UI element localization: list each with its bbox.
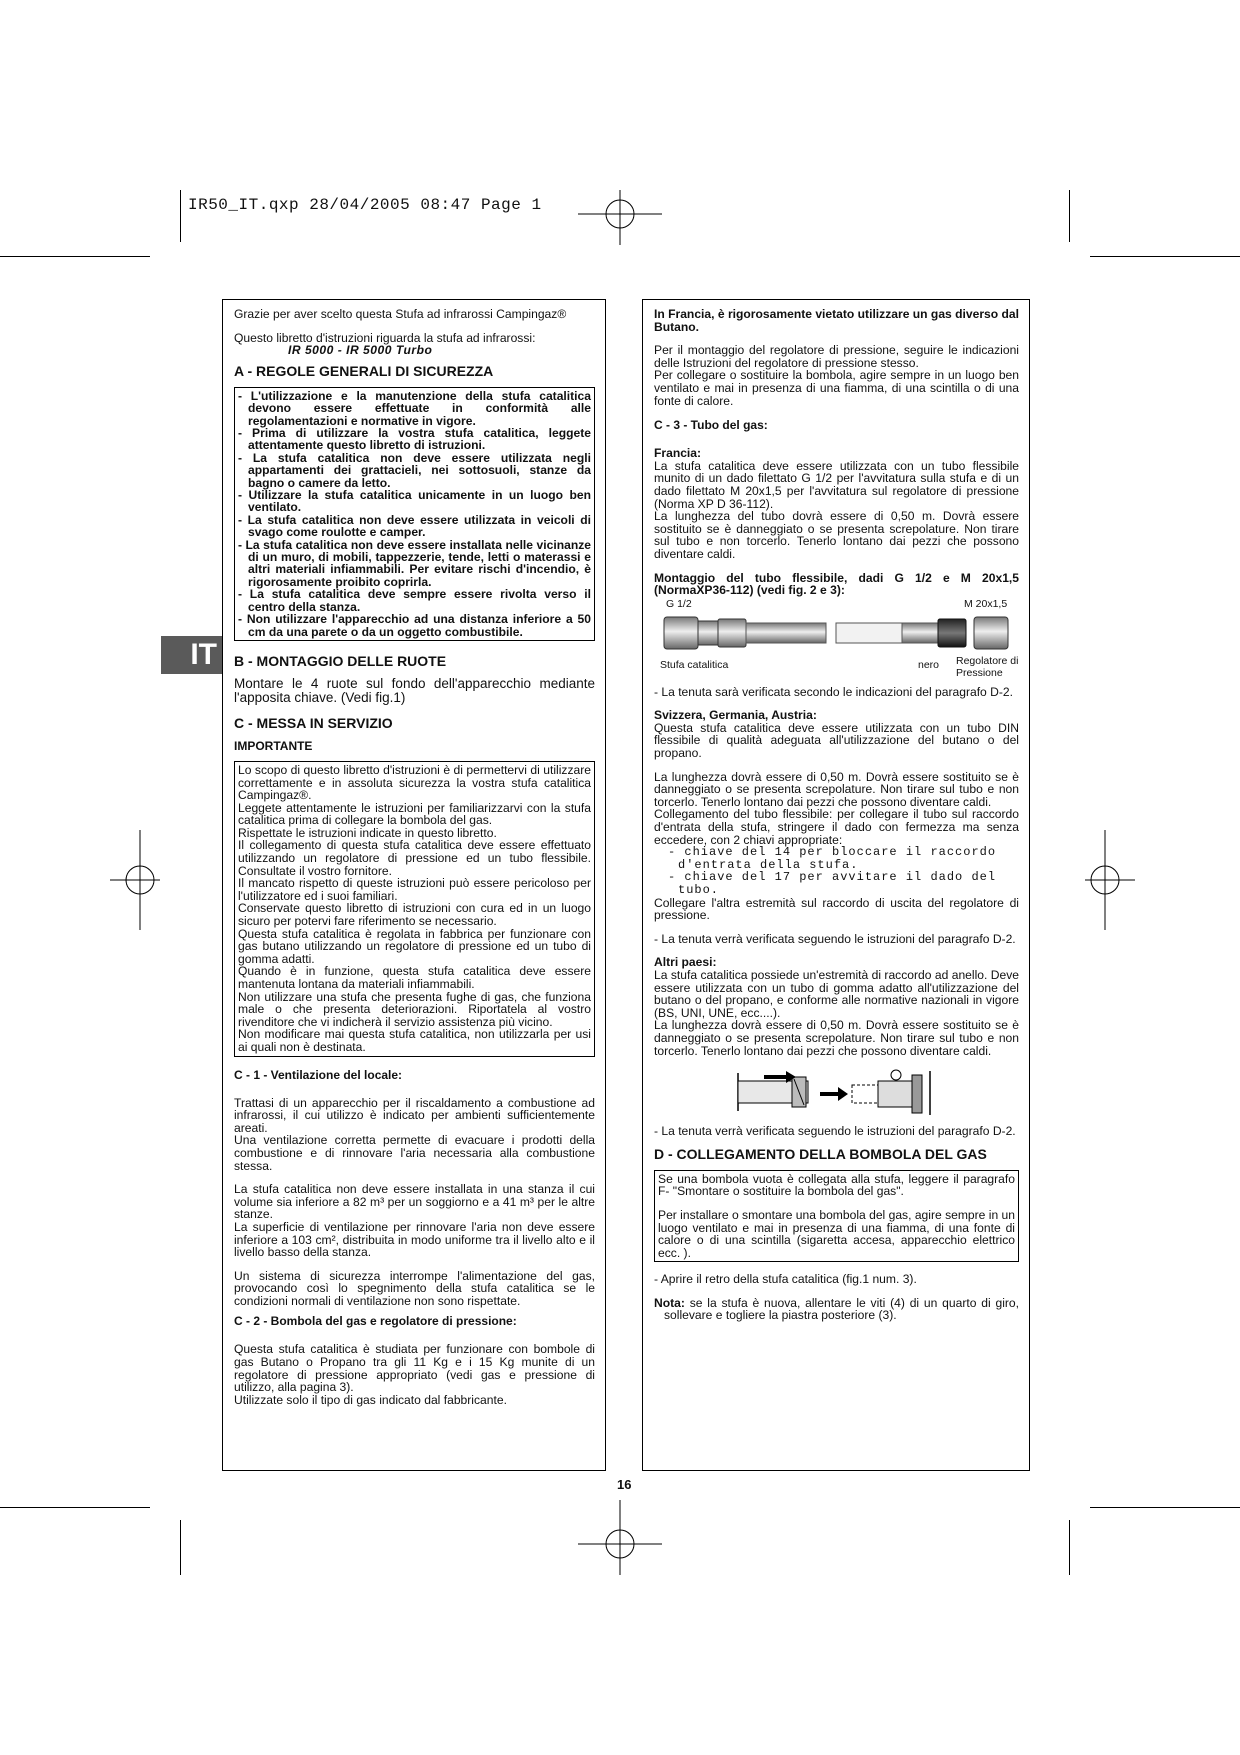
section-b-title: B - MONTAGGIO DELLE RUOTE [234, 652, 447, 669]
regulator-paragraph: Per collegare o sostituire la bombola, agire sempre in un luogo ben ventilato e mai in presenza di una fiamma, di una scintilla o di una fonte di calore. [654, 368, 1019, 408]
registration-mark-top [570, 190, 670, 250]
francia-paragraph: La lunghezza del tubo dovrà essere di 0,50 m. Dovrà essere sostituito se è danneggiato o se presenta screpolature. Non tirare sul tubo e non torcerlo. Tenerlo lontano dai pezzi che possono diventare caldi. [654, 509, 1019, 561]
intro-text: Grazie per aver scelto questa Stufa ad infrarossi Campingaz® [234, 307, 567, 321]
crop-mark [1090, 256, 1240, 257]
crop-mark [180, 190, 181, 242]
nota-paragraph [654, 1297, 1019, 1322]
label-m20: M 20x1,5 [964, 597, 1008, 610]
francia-paragraph: La stufa catalitica deve essere utilizzata con un tubo flessibile munito di un dado filettato G 1/2 per l'avvitatura sulla stufa e di un dado filettato M 20x1,5 per l'avvitatura sul regolatore di pressione (Norma XP D 36-112). [654, 458, 1019, 511]
france-warning: In Francia, è rigorosamente vietato utilizzare un gas diverso dal Butano. [654, 307, 1019, 334]
svizzera-title: Svizzera, Germania, Austria: [654, 708, 817, 723]
svizzera-paragraph: Questa stufa catalitica deve essere utilizzata con un tubo DIN flessibile di qualità adeguata all'utilizzazione del butano o del propano. [654, 720, 1019, 761]
important-line: Non utilizzare una stufa che presenta fughe di gas, che funziona male o che presenta deteriorazioni. Riportatela al vostro rivenditore che vi indicherà il servizio assistenza più vicino. [238, 989, 591, 1029]
assembly-title: Montaggio del tubo flessibile, dadi G 1/2 e M 20x1,5 (NormaXP36-112) (vedi fig. 2 e 3): [654, 570, 1019, 598]
section-c-title: C - MESSA IN SERVIZIO [234, 714, 393, 731]
label-g12: G 1/2 [666, 597, 692, 610]
crop-mark [1069, 190, 1070, 242]
crop-mark [1069, 1520, 1070, 1575]
safety-rules-box [234, 387, 595, 641]
section-d-title: D - COLLEGAMENTO DELLA BOMBOLA DEL GAS [654, 1145, 987, 1162]
c1-paragraph: La superficie di ventilazione per rinnovare l'aria non deve essere inferiore a 103 cm², distribuita in modo uniforme tra il livello alto e il livello basso della stanza. [234, 1219, 595, 1260]
important-line: Leggete attentamente le istruzioni per familiarizzarvi con la stufa catalitica prima di collegare la bombola del gas. [238, 800, 591, 828]
nota-label: Nota: [654, 1295, 685, 1310]
registration-mark-bottom [570, 1500, 670, 1575]
important-line: Non modificare mai questa stufa catalitica, non utilizzarla per usi ai quali non è destinata. [238, 1027, 591, 1054]
crop-mark [1090, 1507, 1240, 1508]
intro-models-label: Questo libretto d'istruzioni riguarda la stufa ad infrarossi: [234, 330, 536, 345]
c2-paragraph: Utilizzate solo il tipo di gas indicato dal fabbricante. [234, 1392, 507, 1407]
right-column [642, 299, 1030, 1471]
section-a-title: A - REGOLE GENERALI DI SICUREZZA [234, 362, 494, 379]
registration-mark-right [1085, 830, 1135, 930]
section-b-text: Montare le 4 ruote sul fondo dell'apparecchio mediante l'apposita chiave. (Vedi fig.1) [234, 675, 595, 705]
rule-item: - Utilizzare la stufa catalitica unicamente in un luogo ben ventilato. [238, 488, 591, 515]
left-column [222, 299, 606, 1471]
important-heading: IMPORTANTE [234, 738, 313, 753]
important-line: Conservate questo libretto di istruzioni con cura ed in un luogo sicuro per potervi fare riferimento se necessario. [238, 901, 591, 929]
tenuta-note: - La tenuta sarà verificata secondo le indicazioni del paragrafo D-2. [654, 684, 1013, 699]
important-line: Questa stufa catalitica è regolata in fabbrica per funzionare con gas butano utilizzando un regolatore di pressione ed un tubo di gomma adatti. [238, 926, 591, 966]
c2-title: C - 2 - Bombola del gas e regolatore di pressione: [234, 1314, 517, 1329]
important-line: Il mancato rispetto di queste istruzioni può essere pericoloso per l'utilizzatore ed i suoi familiari. [238, 876, 591, 903]
label-pressione: Pressione [956, 666, 1003, 679]
c1-paragraph: La stufa catalitica non deve essere installata in una stanza il cui volume sia inferiore a 82 m³ per un soggiorno e a 41 m³ per le altre stanze. [234, 1182, 595, 1222]
key-instruction: - chiave del 17 per avvitare il dado del tubo. [668, 870, 997, 897]
rule-item: - Prima di utilizzare la vostra stufa catalitica, leggete attentamente questo libretto di istruzioni. [238, 426, 591, 453]
d-instruction: - Aprire il retro della stufa catalitica (fig.1 num. 3). [654, 1272, 917, 1287]
tenuta-note: - La tenuta verrà verificata seguendo le istruzioni del paragrafo D-2. [654, 931, 1016, 946]
d-box-paragraph: Se una bombola vuota è collegata alla stufa, leggere il paragrafo F- "Smontare o sostituire la bombola del gas". [658, 1171, 1015, 1199]
c1-title: C - 1 - Ventilazione del locale: [234, 1067, 403, 1082]
svizzera-paragraph: Collegare l'altra estremità sul raccordo di uscita del regolatore di pressione. [654, 895, 1019, 923]
rule-item: - La stufa catalitica non deve essere utilizzata negli appartamenti dei grattacieli, nei sottosuoli, stanze da bagno o camere da letto. [238, 450, 591, 490]
important-line: Il collegamento di questa stufa catalitica deve essere effettuato utilizzando un regolatore di pressione ed un tubo flessibile. Consultate il vostro fornitore. [238, 838, 591, 878]
regulator-paragraph: Per il montaggio del regolatore di pressione, seguire le indicazioni delle Istruzioni del regolatore di pressione stesso. [654, 343, 1019, 370]
d-box-paragraph: Per installare o smontare una bombola del gas, agire sempre in un luogo ventilato e mai in presenza di una fiamma, di una fonte di calore o di una scintilla (sigaretta accesa, apparecchio elettrico ecc. ). [658, 1207, 1015, 1260]
svizzera-paragraph: Collegamento del tubo flessibile: per collegare il tubo sul raccordo d'entrata della stufa, stringere il dado con fermezza ma senza eccedere, con 2 chiavi appropriate: [654, 807, 1019, 847]
rule-item: - La stufa catalitica non deve essere utilizzata in veicoli di svago come roulotte e camper. [238, 512, 591, 540]
altri-paragraph: La lunghezza dovrà essere di 0,50 m. Dovrà essere sostituito se è danneggiato o se presenta screpolature. Non tirare sul tubo e non torcerlo. Tenerlo lontano dai pezzi che possono diventare caldi. [654, 1018, 1019, 1058]
important-box [234, 761, 595, 1057]
rule-item: - La stufa catalitica non deve essere installata nelle vicinanze di un muro, di mobili, tappezzerie, tende, letti o materassi e altri materiali infiammabili. Per evitare rischi d'incendio, è rigorosamente proibito coprirla. [238, 537, 591, 589]
rule-item: - L'utilizzazione e la manutenzione della stufa catalitica devono essere effettuate in conformità alle regolamentazioni e normative in vigore. [238, 388, 591, 428]
rule-item: - Non utilizzare l'apparecchio ad una distanza inferiore a 50 cm da una parete o da un oggetto combustibile. [238, 612, 591, 639]
crop-mark [0, 256, 150, 257]
rule-item: - La stufa catalitica deve sempre essere rivolta verso il centro della stanza. [238, 587, 591, 614]
language-tab: IT [161, 636, 223, 674]
key-instruction: - chiave del 14 per bloccare il raccordo d'entrata della stufa. [668, 845, 997, 872]
c1-paragraph: Una ventilazione corretta permette di evacuare i prodotti della combustione e di rinnovare l'aria necessaria alla combustione stessa. [234, 1133, 595, 1173]
crop-mark [0, 1507, 150, 1508]
important-line: Rispettate le istruzioni indicate in questo libretto. [238, 825, 497, 840]
file-slug: IR50_IT.qxp 28/04/2005 08:47 Page 1 [188, 196, 542, 214]
francia-title: Francia: [654, 446, 702, 461]
model-names: IR 5000 - IR 5000 Turbo [288, 343, 433, 358]
important-line: Quando è in funzione, questa stufa catalitica deve essere mantenuta lontana da materiali infiammabili. [238, 964, 591, 991]
c1-paragraph: Trattasi di un apparecchio per il riscaldamento a combustione ad infrarossi, il cui utilizzo è indicato per ambienti sufficientemente areati. [234, 1095, 595, 1135]
label-nero: nero [918, 658, 940, 671]
svizzera-paragraph: La lunghezza dovrà essere di 0,50 m. Dovrà essere sostituito se è danneggiato o se presenta screpolature. Non tirare sul tubo e non torcerlo. Tenerlo lontano dai pezzi che possono diventare caldi. [654, 769, 1019, 809]
c3-title: C - 3 - Tubo del gas: [654, 418, 768, 433]
important-line: Lo scopo di questo libretto d'istruzioni è di permettervi di utilizzare correttamente e in assoluta sicurezza la vostra stufa catalitica Campingaz®. [238, 762, 591, 803]
crop-mark [180, 1520, 181, 1575]
hose-drawing [654, 611, 1020, 655]
tenuta-note: - La tenuta verrà verificata seguendo le istruzioni del paragrafo D-2. [654, 1124, 1016, 1139]
altri-title: Altri paesi: [654, 955, 717, 970]
label-stufa: Stufa catalitica [660, 658, 729, 671]
label-regolatore: Regolatore di [956, 654, 1019, 667]
page-number: 16 [617, 1477, 632, 1492]
c2-paragraph: Questa stufa catalitica è studiata per funzionare con bombole di gas Butano o Propano tra gli 11 Kg e i 15 Kg munite di un regolatore di pressione appropriato (vedi gas e pressione di utilizzo, alla pagina 3). [234, 1342, 595, 1395]
nota-text: se la stufa è nuova, allentare le viti (4) di un quarto di giro, sollevare e togliere la piastra posteriore (3). [664, 1295, 1019, 1323]
altri-paragraph: La stufa catalitica possiede un'estremità di raccordo ad anello. Deve essere utilizzata con un tubo di gomma adatto all'utilizzazione del butano o del propano, e conforme alle normative nazionali in vigore (BS, UNI, UNE, ecc....). [654, 967, 1019, 1020]
c1-paragraph: Un sistema di sicurezza interrompe l'alimentazione del gas, provocando così lo spegnimento della stufa catalitica se le condizioni normali di ventilazione non sono rispettate. [234, 1268, 595, 1308]
section-d-box [654, 1170, 1019, 1263]
ring-connector-figure [734, 1067, 954, 1119]
registration-mark-left [110, 830, 160, 930]
hose-figure [654, 597, 1019, 679]
